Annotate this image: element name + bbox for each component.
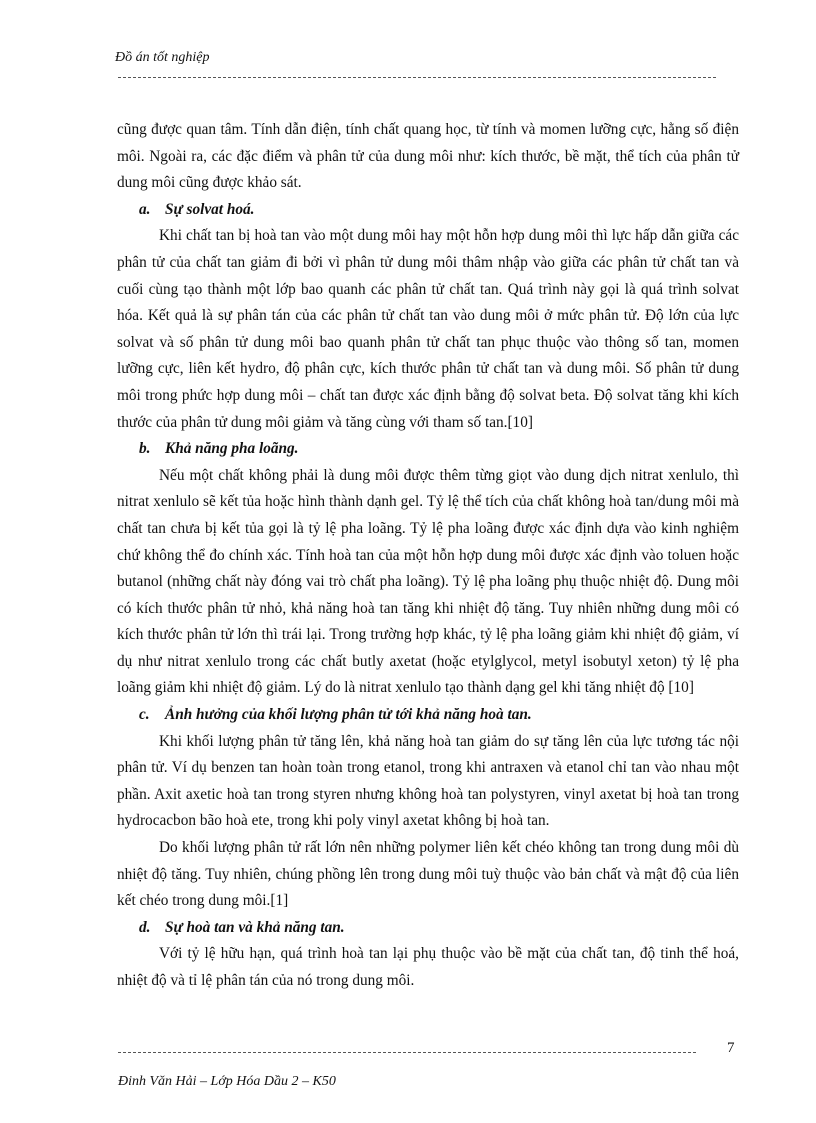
section-label: a. <box>139 200 151 218</box>
section-heading-a <box>117 197 739 224</box>
section-label: d. <box>139 918 151 936</box>
section-c-paragraph-1: Khi khối lượng phân tử tăng lên, khả năng hoà tan giảm do sự tăng lên của lực tương tác nội phân tử. Ví dụ benzen tan hoàn toàn trong etanol, trong khi antraxen và etanol chỉ tan vào nhau một phần. Axit axetic hoà tan trong styren nhưng không hoà tan polystyren, vinyl axetat bị hoà tan trong hydrocacbon bão hoà ete, trong khi poly vinyl axetat không bị hoà tan. <box>117 732 739 830</box>
section-title: Ảnh hưởng của khối lượng phân tử tới khả năng hoà tan. <box>165 706 532 724</box>
section-d-paragraph: Với tỷ lệ hữu hạn, quá trình hoà tan lại phụ thuộc vào bề mặt của chất tan, độ tinh thể hoá, nhiệt độ và tỉ lệ phân tán của nó trong dung môi. <box>117 945 739 989</box>
section-title: Khả năng pha loãng. <box>165 440 299 458</box>
section-label: b. <box>139 440 151 458</box>
section-heading-c <box>117 702 739 729</box>
page-body <box>117 117 739 995</box>
section-a-paragraph: Khi chất tan bị hoà tan vào một dung môi hay một hỗn hợp dung môi thì lực hấp dẫn giữa các phân tử của chất tan giảm đi bởi vì phân tử dung môi thâm nhập vào giữa các phân tử chất tan và cuối cùng tạo thành một lớp bao quanh các phân tử chất tan. Quá trình này gọi là quá trình solvat hóa. Kết quả là sự phân tán của các phân tử chất tan vào dung môi ở mức phân tử. Độ lớn của lực solvat và số phân tử dung môi bao quanh phân tử chất tan phục thuộc vào thông số tan, momen lưỡng cực, liên kết hydro, độ phân cực, kích thước phân tử chất tan và dung môi. Số phân tử dung môi trong phức hợp dung môi – chất tan được xác định bằng độ solvat beta. Độ solvat tăng khi kích thước của phân tử dung môi giảm và tăng cùng với tham số tan.[10] <box>117 227 739 431</box>
page-header-title: Đồ án tốt nghiệp <box>115 50 210 65</box>
intro-paragraph: cũng được quan tâm. Tính dẫn điện, tính chất quang học, từ tính và momen lưỡng cực, hằng số điện môi. Ngoài ra, các đặc điểm và phân tử của dung môi như: kích thước, bề mặt, thể tích của phân tử dung môi cũng được khảo sát. <box>117 121 739 192</box>
section-heading-b <box>117 436 739 463</box>
section-title: Sự hoà tan và khả năng tan. <box>165 918 345 936</box>
section-label: c. <box>139 706 150 724</box>
header-divider <box>118 77 716 78</box>
section-heading-d <box>117 915 739 942</box>
footer-divider <box>118 1052 696 1053</box>
section-title: Sự solvat hoá. <box>165 200 255 218</box>
section-b-paragraph: Nếu một chất không phải là dung môi được thêm từng giọt vào dung dịch nitrat xenlulo, thì nitrat xenlulo sẽ kết tủa hoặc hình thành dạnh gel. Tỷ lệ thể tích của chất không hoà tan/dung môi mà chất tan chưa bị kết tủa gọi là tỷ lệ pha loãng. Tỷ lệ pha loãng được xác định dựa vào kinh nghiệm chứ không thể đo chính xác. Tính hoà tan của một hỗn hợp dung môi được xác định vào toluen hoặc butanol (những chất này đóng vai trò chất pha loãng). Tỷ lệ pha loãng phụ thuộc nhiệt độ. Dung môi có kích thước phân tử nhỏ, khả năng hoà tan tăng khi nhiệt độ tăng. Tuy nhiên những dung môi có kích thước phân tử lớn thì trái lại. Trong trường hợp khác, tỷ lệ pha loãng giảm khi nhiệt độ giảm, ví dụ như nitrat xenlulo trong các chất butly axetat (hoặc etylglycol, metyl isobutyl xeton) tỷ lệ pha loãng giảm khi nhiệt độ giảm. Lý do là nitrat xenlulo tạo thành dạng gel khi tăng nhiệt độ [10] <box>117 466 739 697</box>
footer-author: Đinh Văn Hải – Lớp Hóa Dầu 2 – K50 <box>118 1074 336 1089</box>
section-c-paragraph-2: Do khối lượng phân tử rất lớn nên những polymer liên kết chéo không tan trong dung môi dù nhiệt độ tăng. Tuy nhiên, chúng phồng lên trong dung môi tuỳ thuộc vào bản chất và mật độ của liên kết chéo trong dung môi.[1] <box>117 839 739 910</box>
page-number: 7 <box>727 1040 735 1056</box>
